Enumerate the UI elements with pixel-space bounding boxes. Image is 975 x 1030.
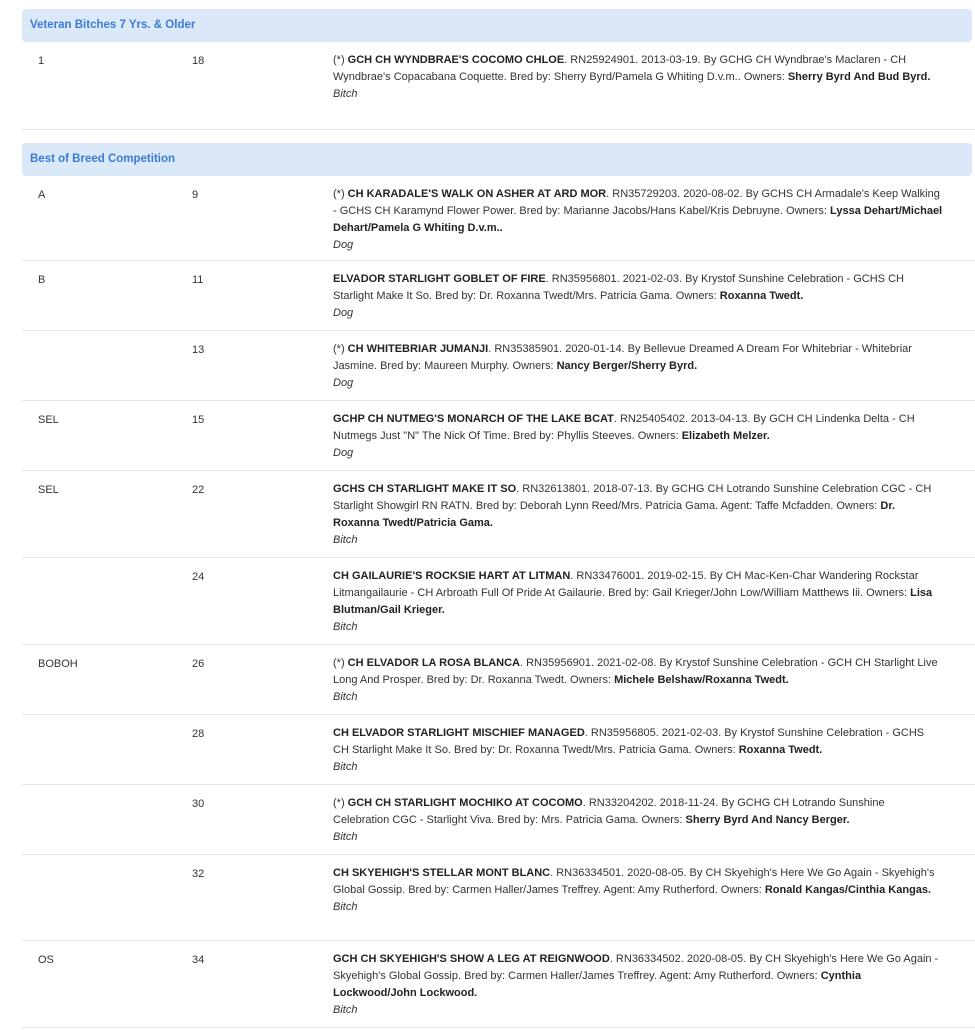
- sex-label: Dog: [333, 239, 354, 251]
- owners: Ronald Kangas/Cinthia Kangas.: [764, 884, 932, 896]
- section-header-best-of-breed[interactable]: Best of Breed Competition: [22, 143, 972, 176]
- dog-details: . RN25405402. 2013-04-13. By GCH CH Lindenka Delta - CH Nutmegs Just "N" The Nick Of Time. Bred by: Phyllis Steeves. Owners:: [333, 413, 915, 442]
- dog-name: GCHP CH NUTMEG'S MONARCH OF THE LAKE BCAT: [333, 413, 614, 425]
- table-row: [22, 42, 975, 130]
- dog-details: . RN35729203. 2020-08-02. By GCHS CH Armadale's Keep Walking - GCHS CH Karamynd Flower Power. Bred by: Marianne Jacobs/Hans Kabel/Kris Debruyne. Owners:: [333, 188, 940, 217]
- dog-description: [333, 655, 943, 706]
- armband-number: 18: [192, 55, 205, 67]
- placement: BOBOH: [38, 658, 78, 670]
- armband-number: 30: [192, 798, 205, 810]
- armband-number: 34: [192, 954, 205, 966]
- table-row: [22, 645, 975, 715]
- table-row: [22, 401, 975, 471]
- armband-number: 24: [192, 571, 205, 583]
- placement: B: [38, 274, 46, 286]
- abs-marker: (*): [333, 188, 348, 200]
- sex-label: Bitch: [333, 1004, 358, 1016]
- owners: Sherry Byrd And Nancy Berger.: [685, 814, 850, 826]
- table-row: [22, 176, 975, 261]
- dog-details: . RN35956901. 2021-02-08. By Krystof Sunshine Celebration - GCH CH Starlight Live Long And Prosper. Bred by: Dr. Roxanna Twedt. Owners:: [333, 657, 938, 686]
- armband-number: 15: [192, 414, 205, 426]
- owners: Sherry Byrd And Bud Byrd.: [787, 71, 931, 83]
- dog-description: [333, 411, 943, 462]
- dog-details: . RN35956801. 2021-02-03. By Krystof Sunshine Celebration - GCHS CH Starlight Make It So. Bred by: Dr. Roxanna Twedt/Mrs. Patricia Gama. Owners:: [333, 273, 904, 302]
- sex-label: Dog: [333, 307, 354, 319]
- dog-name: GCH CH STARLIGHT MOCHIKO AT COCOMO: [347, 797, 583, 809]
- armband-number: 13: [192, 344, 205, 356]
- dog-details: . RN25924901. 2013-03-19. By GCHG CH Wyndbrae's Maclaren - CH Wyndbrae's Copacabana Coquette. Bred by: Sherry Byrd/Pamela G Whiting D.v.m.. Owners:: [333, 54, 907, 83]
- table-row: [22, 558, 975, 645]
- table-row: [22, 715, 975, 785]
- section-header-veteran-bitches[interactable]: Veteran Bitches 7 Yrs. & Older: [22, 9, 972, 42]
- sex-label: Bitch: [333, 761, 358, 773]
- dog-name: GCH CH WYNDBRAE'S COCOMO CHLOE: [347, 54, 565, 66]
- sex-label: Dog: [333, 377, 354, 389]
- owners: Roxanna Twedt.: [738, 744, 823, 756]
- sex-label: Dog: [333, 447, 354, 459]
- dog-details: . RN32613801. 2018-07-13. By GCHG CH Lotrando Sunshine Celebration CGC - CH Starlight Showgirl RN RATN. Bred by: Deborah Lynn Reed/Mrs. Patricia Gama. Agent: Taffe Mcfadden. Owners:: [333, 483, 932, 512]
- dog-description: [333, 568, 943, 636]
- dog-description: [333, 271, 943, 322]
- dog-name: CH KARADALE'S WALK ON ASHER AT ARD MOR: [347, 188, 607, 200]
- table-row: [22, 855, 975, 941]
- owners: Cynthia Lockwood/John Lockwood.: [333, 970, 862, 999]
- dog-description: [333, 951, 943, 1019]
- dog-details: . RN36334502. 2020-08-05. By CH Skyehigh's Here We Go Again - Skyehigh's Global Gossip. Bred by: Carmen Haller/James Treffrey. Agent: Amy Rutherford. Owners:: [333, 953, 939, 982]
- sex-label: Bitch: [333, 621, 358, 633]
- placement: SEL: [38, 484, 59, 496]
- owners: Roxanna Twedt.: [719, 290, 804, 302]
- placement: OS: [38, 954, 54, 966]
- table-row: [22, 471, 975, 558]
- sex-label: Bitch: [333, 901, 358, 913]
- dog-details: . RN35385901. 2020-01-14. By Bellevue Dreamed A Dream For Whitebriar - Whitebriar Jasmine. Bred by: Maureen Murphy. Owners:: [333, 343, 912, 372]
- dog-details: . RN33476001. 2019-02-15. By CH Mac-Ken-Char Wandering Rockstar Litmangailaurie - CH Arbroath Full Of Pride At Gailaurie. Bred by: Gail Krieger/John Low/William Matthews Iii. Owners:: [333, 570, 919, 599]
- table-row: [22, 331, 975, 401]
- owners: Lisa Blutman/Gail Krieger.: [333, 587, 933, 616]
- dog-details: . RN33204202. 2018-11-24. By GCHG CH Lotrando Sunshine Celebration CGC - Starlight Viva. Bred by: Mrs. Patricia Gama. Owners:: [333, 797, 885, 826]
- armband-number: 11: [192, 274, 204, 286]
- sex-label: Bitch: [333, 88, 358, 100]
- placement: 1: [38, 55, 45, 67]
- dog-details: . RN35956805. 2021-02-03. By Krystof Sunshine Celebration - GCHS CH Starlight Make It So. Bred by: Dr. Roxanna Twedt/Mrs. Patricia Gama. Owners:: [333, 727, 925, 756]
- armband-number: 32: [192, 868, 205, 880]
- dog-name: GCH CH SKYEHIGH'S SHOW A LEG AT REIGNWOOD: [333, 953, 610, 965]
- owners: Elizabeth Melzer.: [681, 430, 770, 442]
- dog-description: [333, 341, 943, 392]
- dog-name: CH GAILAURIE'S ROCKSIE HART AT LITMAN: [333, 570, 571, 582]
- dog-description: [333, 52, 943, 103]
- sex-label: Bitch: [333, 691, 358, 703]
- dog-description: [333, 481, 943, 549]
- dog-description: [333, 865, 943, 916]
- dog-details: . RN36334501. 2020-08-05. By CH Skyehigh's Here We Go Again - Skyehigh's Global Gossip. Bred by: Carmen Haller/James Treffrey. Agent: Amy Rutherford. Owners:: [333, 867, 935, 896]
- armband-number: 9: [192, 189, 199, 201]
- owners: Nancy Berger/Sherry Byrd.: [556, 360, 698, 372]
- dog-description: [333, 725, 943, 776]
- owners: Lyssa Dehart/Michael Dehart/Pamela G Whiting D.v.m..: [333, 205, 943, 234]
- dog-name: GCHS CH STARLIGHT MAKE IT SO: [333, 483, 517, 495]
- owners: Dr. Roxanna Twedt/Patricia Gama.: [333, 500, 896, 529]
- dog-description: [333, 795, 943, 846]
- dog-name: ELVADOR STARLIGHT GOBLET OF FIRE: [333, 273, 546, 285]
- sex-label: Bitch: [333, 831, 358, 843]
- abs-marker: (*): [333, 54, 348, 66]
- dog-name: CH WHITEBRIAR JUMANJI: [347, 343, 489, 355]
- table-row: [22, 785, 975, 855]
- abs-marker: (*): [333, 797, 348, 809]
- armband-number: 26: [192, 658, 205, 670]
- abs-marker: (*): [333, 657, 348, 669]
- table-row: [22, 261, 975, 331]
- table-row: [22, 941, 975, 1028]
- owners: Michele Belshaw/Roxanna Twedt.: [614, 674, 789, 686]
- dog-name: CH ELVADOR LA ROSA BLANCA: [347, 657, 520, 669]
- armband-number: 28: [192, 728, 205, 740]
- placement: SEL: [38, 414, 59, 426]
- abs-marker: (*): [333, 343, 348, 355]
- dog-description: [333, 186, 943, 254]
- sex-label: Bitch: [333, 534, 358, 546]
- dog-name: CH ELVADOR STARLIGHT MISCHIEF MANAGED: [333, 727, 585, 739]
- armband-number: 22: [192, 484, 205, 496]
- results-page: [22, 0, 975, 1028]
- dog-name: CH SKYEHIGH'S STELLAR MONT BLANC: [333, 867, 551, 879]
- placement: A: [38, 189, 46, 201]
